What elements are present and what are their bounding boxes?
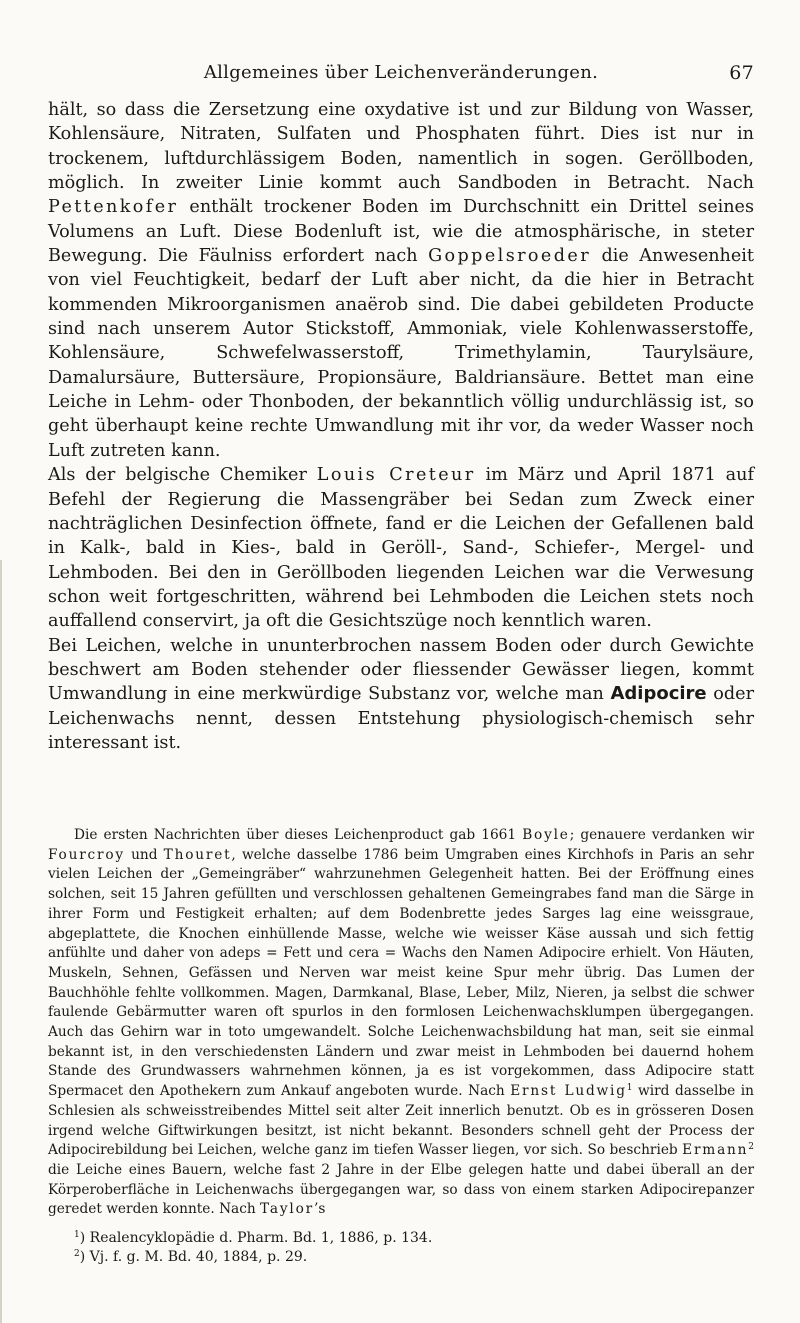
term-adipocire: Adipocire	[610, 683, 707, 705]
author-name: Goppelsroeder	[428, 246, 592, 267]
main-text	[48, 98, 754, 755]
book-page	[48, 0, 754, 1323]
author-name: Thouret	[163, 846, 232, 863]
author-name: Pettenkofer	[48, 197, 179, 218]
paragraph-4: Die ersten Nachrichten über dieses Leichenproduct gab 1661 Boyle; genauere verdanken wir Fourcroy und Thouret, welche dasselbe 1786 beim Umgraben eines Kirchhofs in Paris an sehr vielen Leichen der „Gemeingräber“ wahrzunehmen Gelegenheit hatten. Bei der Eröffnung eines solchen, seit 15 Jahren gefüllten und verschlossen gehaltenen Gemeingrabes fand man die Särge in ihrer Form und Festigkeit erhalten; auf dem Bodenbrette jedes Sarges lag eine weissgraue, abgeplattete, die Knochen einhüllende Masse, welche wie weisser Käse aussah und sich fettig anfühlte und daher von adeps = Fett und cera = Wachs den Namen Adipocire erhielt. Von Häuten, Muskeln, Sehnen, Gefässen und Nerven war meist keine Spur mehr übrig. Das Lumen der Bauchhöhle fehlte vollkommen. Magen, Darmkanal, Blase, Leber, Milz, Nieren, ja selbst die schwer faulende Gebärmutter waren oft spurlos in den formlosen Leichenwachsklumpen übergegangen. Auch das Gehirn war in toto umgewandelt. Solche Leichenwachsbildung hat man, seit sie einmal bekannt ist, in den verschiedensten Ländern und zwar meist in Lehmboden bei dauernd hohem Stande des Grundwassers wahrnehmen können, ja es ist vorgekommen, dass Adipocire statt Spermacet den Apothekern zum Ankauf angeboten wurde. Nach Ernst Ludwig$^1$ wird dasselbe in Schlesien als schweisstreibendes Mittel seit alter Zeit innerlich benutzt. Ob es in grösseren Dosen irgend welche Giftwirkungen besitzt, ist nicht bekannt. Besonders schnell geht der Process der Adipocirebildung bei Leichen, welche ganz im tiefen Wasser liegen, vor sich. So beschrieb Ermann$^2$ die Leiche eines Bauern, welche fast 2 Jahre in der Elbe gelegen hatte und dabei überall an der Körperoberfläche in Leichenwachs übergegangen war, so dass von einem starken Adipocirepanzer geredet werden konnte. Nach Taylor’s	[48, 827, 754, 1218]
author-name: Louis Creteur	[316, 465, 476, 486]
footnote: $^1$) Realencyklopädie d. Pharm. Bd. 1, 1886, p. 134.	[74, 1230, 433, 1246]
author-name: Taylor	[260, 1201, 314, 1218]
page-edge-shadow	[0, 560, 2, 1323]
author-name: Ernst Ludwig	[510, 1083, 627, 1100]
page-number: 67	[729, 62, 754, 84]
author-name: Boyle	[522, 827, 570, 843]
paragraph-2: Als der belgische Chemiker Louis Creteur im März und April 1871 auf Befehl der Regierung die Massengräber bei Sedan zum Zweck einer nachträglichen Desinfection öffnete, fand er die Leichen der Gefallenen bald in Kalk-, bald in Kies-, bald in Geröll-, Sand-, Schiefer-, Mergel- und Lehmboden. Bei den in Geröllboden liegenden Leichen war die Verwesung schon weit fortgeschritten, während bei Lehmboden die Leichen stets noch auffallend conservirt, ja oft die Gesichtszüge noch kenntlich waren.	[48, 465, 754, 632]
running-title: Allgemeines über Leichenveränderungen.	[203, 62, 599, 83]
footnote-ref: 1	[626, 1083, 633, 1094]
paragraph-1: hält, so dass die Zersetzung eine oxydative ist und zur Bildung von Wasser, Kohlensäure, Nitraten, Sulfaten und Phosphaten führt. Dies ist nur in trockenem, luftdurchlässigem Boden, namentlich in sogen. Geröllboden, möglich. In zweiter Linie kommt auch Sandboden in Betracht. Nach Pettenkofer enthält trockener Boden im Durchschnitt ein Drittel seines Volumens an Luft. Diese Bodenluft ist, wie die atmosphärische, in steter Bewegung. Die Fäulniss erfordert nach Goppelsroeder die Anwesenheit von viel Feuchtigkeit, bedarf der Luft aber nicht, da die hier in Betracht kommenden Mikroorganismen anaërob sind. Die dabei gebildeten Producte sind nach unserem Autor Stickstoff, Ammoniak, viele Kohlenwasserstoffe, Kohlensäure, Schwefelwasserstoff, Trimethylamin, Taurylsäure, Damalursäure, Buttersäure, Propionsäure, Baldriansäure. Bettet man eine Leiche in Lehm- oder Thonboden, der bekanntlich völlig undurchlässig ist, so geht überhaupt keine rechte Umwandlung mit ihr vor, da weder Wasser noch Luft zutreten kann.	[48, 100, 754, 461]
author-name: Ermann	[682, 1142, 749, 1159]
author-name: Fourcroy	[48, 846, 125, 863]
running-header	[48, 62, 754, 88]
small-print-section	[48, 826, 754, 1220]
footnote-ref: 2	[748, 1142, 754, 1153]
footnotes	[74, 1229, 754, 1267]
paragraph-3: Bei Leichen, welche in ununterbrochen nassem Boden oder durch Gewichte beschwert am Boden stehender oder fliessender Gewässer liegen, kommt Umwandlung in eine merkwürdige Substanz vor, welche man Adipocire oder Leichenwachs nennt, dessen Entstehung physiologisch-chemisch sehr interessant ist.	[48, 635, 754, 753]
footnote: $^2$) Vj. f. g. M. Bd. 40, 1884, p. 29.	[74, 1249, 308, 1265]
